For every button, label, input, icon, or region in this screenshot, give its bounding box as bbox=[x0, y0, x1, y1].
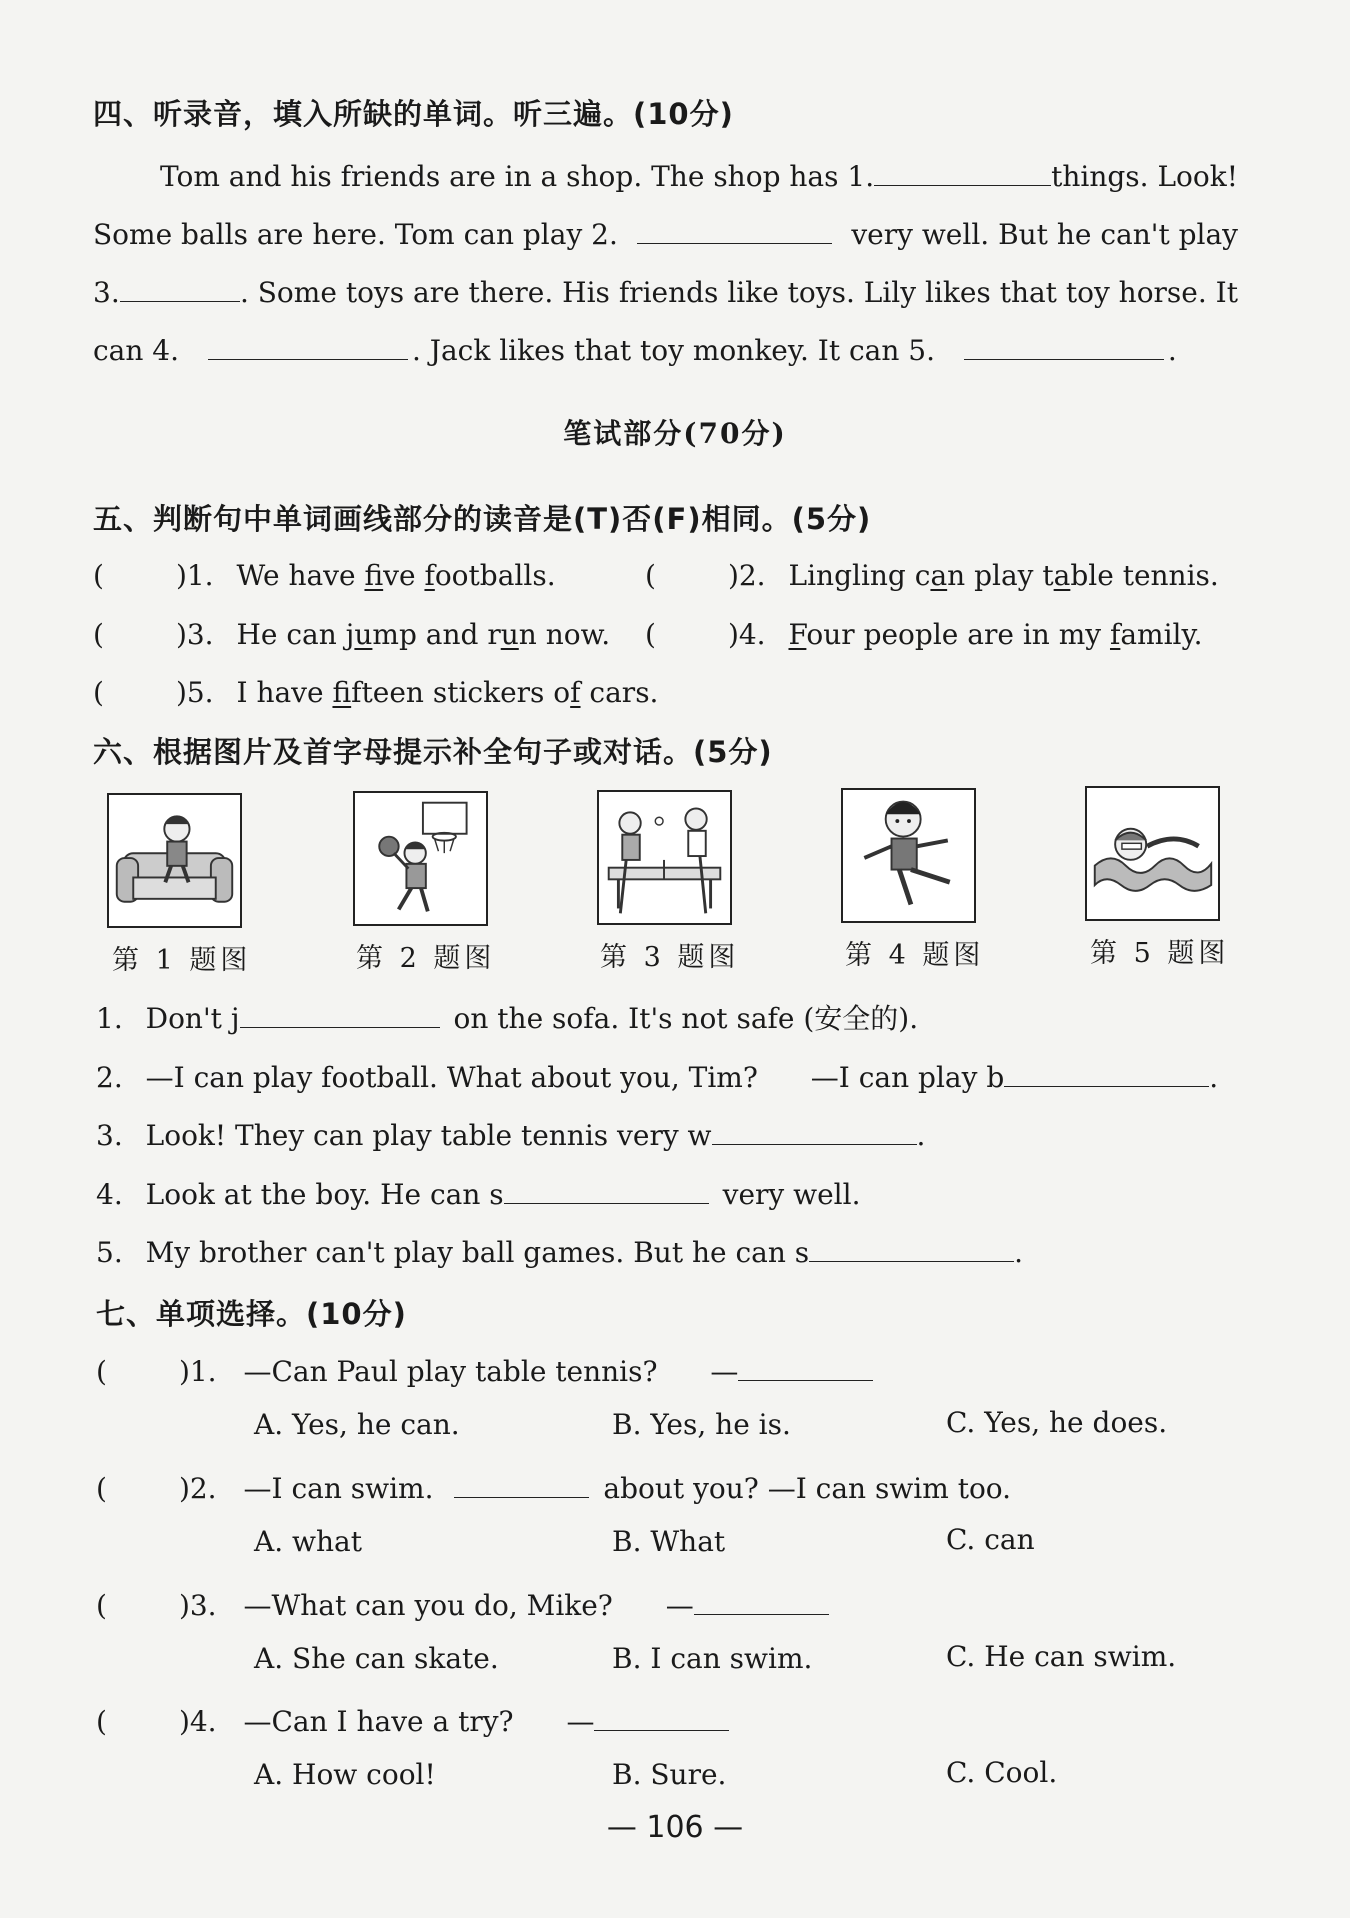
blank-5[interactable] bbox=[964, 329, 1164, 360]
picture-2-girl-basketball bbox=[353, 791, 488, 926]
s7-question-3: ( )3. —What can you do, Mike? — bbox=[96, 1584, 829, 1622]
answer-paren-4[interactable] bbox=[656, 614, 728, 644]
s6-blank-3[interactable] bbox=[712, 1114, 917, 1145]
s6-item-2: 2. —I can play football. What about you, Tim? —I can play b . bbox=[96, 1056, 1218, 1094]
s7-question-4: ( )4. —Can I have a try? — bbox=[96, 1700, 729, 1738]
s7-blank-2[interactable] bbox=[454, 1467, 589, 1498]
s7-answer-3[interactable] bbox=[107, 1585, 179, 1615]
s6-blank-2[interactable] bbox=[1004, 1056, 1209, 1087]
s6-item-1: 1. Don't j on the sofa. It's not safe (安全的). bbox=[96, 997, 918, 1037]
picture-3-table-tennis bbox=[597, 790, 732, 925]
blank-4[interactable] bbox=[208, 329, 408, 360]
s7-blank-4[interactable] bbox=[594, 1700, 729, 1731]
section5-heading: 五、判断句中单词画线部分的读音是(T)否(F)相同。(5分) bbox=[93, 502, 872, 536]
s5-item-4: ( )4. Four people are in my family. bbox=[645, 614, 1203, 651]
s7-answer-4[interactable] bbox=[107, 1701, 179, 1731]
caption-1: 第 1 题图 bbox=[112, 945, 252, 976]
caption-5: 第 5 题图 bbox=[1090, 938, 1230, 969]
s7-q2-option-a[interactable]: A. what bbox=[254, 1525, 362, 1558]
blank-2[interactable] bbox=[637, 213, 832, 244]
s5-item-2: ( )2. Lingling can play table tennis. bbox=[645, 555, 1219, 592]
passage-line-2: Some balls are here. Tom can play 2. very well. But he can't play bbox=[93, 213, 1238, 251]
s6-item-5: 5. My brother can't play ball games. But he can s . bbox=[96, 1231, 1023, 1269]
written-part-title: 笔试部分(70分) bbox=[563, 417, 787, 450]
s7-q2-option-c[interactable]: C. can bbox=[946, 1523, 1035, 1556]
s7-q4-option-c[interactable]: C. Cool. bbox=[946, 1756, 1058, 1789]
passage-line-1: Tom and his friends are in a shop. The shop has 1. things. Look! bbox=[160, 155, 1238, 193]
picture-5-boy-swimming bbox=[1085, 786, 1220, 921]
s7-q3-option-c[interactable]: C. He can swim. bbox=[946, 1640, 1177, 1673]
page-number: — 106 — bbox=[606, 1810, 744, 1845]
s7-q1-option-a[interactable]: A. Yes, he can. bbox=[254, 1408, 460, 1441]
answer-paren-5[interactable] bbox=[104, 672, 176, 702]
s7-question-2: ( )2. —I can swim. about you? —I can swim too. bbox=[96, 1467, 1011, 1505]
blank-1[interactable] bbox=[874, 155, 1051, 186]
section7-heading: 七、单项选择。(10分) bbox=[96, 1297, 407, 1331]
section6-heading: 六、根据图片及首字母提示补全句子或对话。(5分) bbox=[93, 735, 773, 769]
s5-item-1: ( )1. We have five footballs. bbox=[93, 555, 556, 592]
picture-1-boy-on-sofa bbox=[107, 793, 242, 928]
s7-answer-2[interactable] bbox=[107, 1468, 179, 1498]
passage-line-4: can 4. . Jack likes that toy monkey. It can 5. . bbox=[93, 329, 1177, 367]
passage-line-3: 3. . Some toys are there. His friends like toys. Lily likes that toy horse. It bbox=[93, 271, 1238, 309]
s6-item-4: 4. Look at the boy. He can s very well. bbox=[96, 1173, 861, 1211]
s7-blank-3[interactable] bbox=[694, 1584, 829, 1615]
s7-q1-option-c[interactable]: C. Yes, he does. bbox=[946, 1406, 1168, 1439]
s6-item-3: 3. Look! They can play table tennis very w . bbox=[96, 1114, 925, 1152]
answer-paren-1[interactable] bbox=[104, 555, 176, 585]
caption-4: 第 4 题图 bbox=[845, 940, 985, 971]
s7-q4-option-a[interactable]: A. How cool! bbox=[254, 1758, 436, 1791]
s5-item-5: ( )5. I have fifteen stickers of cars. bbox=[93, 672, 658, 709]
section4-heading: 四、听录音，填入所缺的单词。听三遍。(10分) bbox=[93, 97, 734, 131]
s7-question-1: ( )1. —Can Paul play table tennis? — bbox=[96, 1350, 873, 1388]
s6-blank-5[interactable] bbox=[809, 1231, 1014, 1262]
s5-item-3: ( )3. He can jump and run now. bbox=[93, 614, 610, 651]
s7-blank-1[interactable] bbox=[738, 1350, 873, 1381]
s6-blank-1[interactable] bbox=[240, 997, 440, 1028]
s7-q4-option-b[interactable]: B. Sure. bbox=[612, 1758, 727, 1791]
blank-3[interactable] bbox=[120, 271, 240, 302]
s7-q1-option-b[interactable]: B. Yes, he is. bbox=[612, 1408, 791, 1441]
s7-q2-option-b[interactable]: B. What bbox=[612, 1525, 726, 1558]
answer-paren-3[interactable] bbox=[104, 614, 176, 644]
picture-4-boy-skating bbox=[841, 788, 976, 923]
s7-answer-1[interactable] bbox=[107, 1351, 179, 1381]
caption-2: 第 2 题图 bbox=[356, 943, 496, 974]
s7-q3-option-b[interactable]: B. I can swim. bbox=[612, 1642, 813, 1675]
answer-paren-2[interactable] bbox=[656, 555, 728, 585]
s7-q3-option-a[interactable]: A. She can skate. bbox=[254, 1642, 499, 1675]
s6-blank-4[interactable] bbox=[504, 1173, 709, 1204]
caption-3: 第 3 题图 bbox=[600, 942, 740, 973]
